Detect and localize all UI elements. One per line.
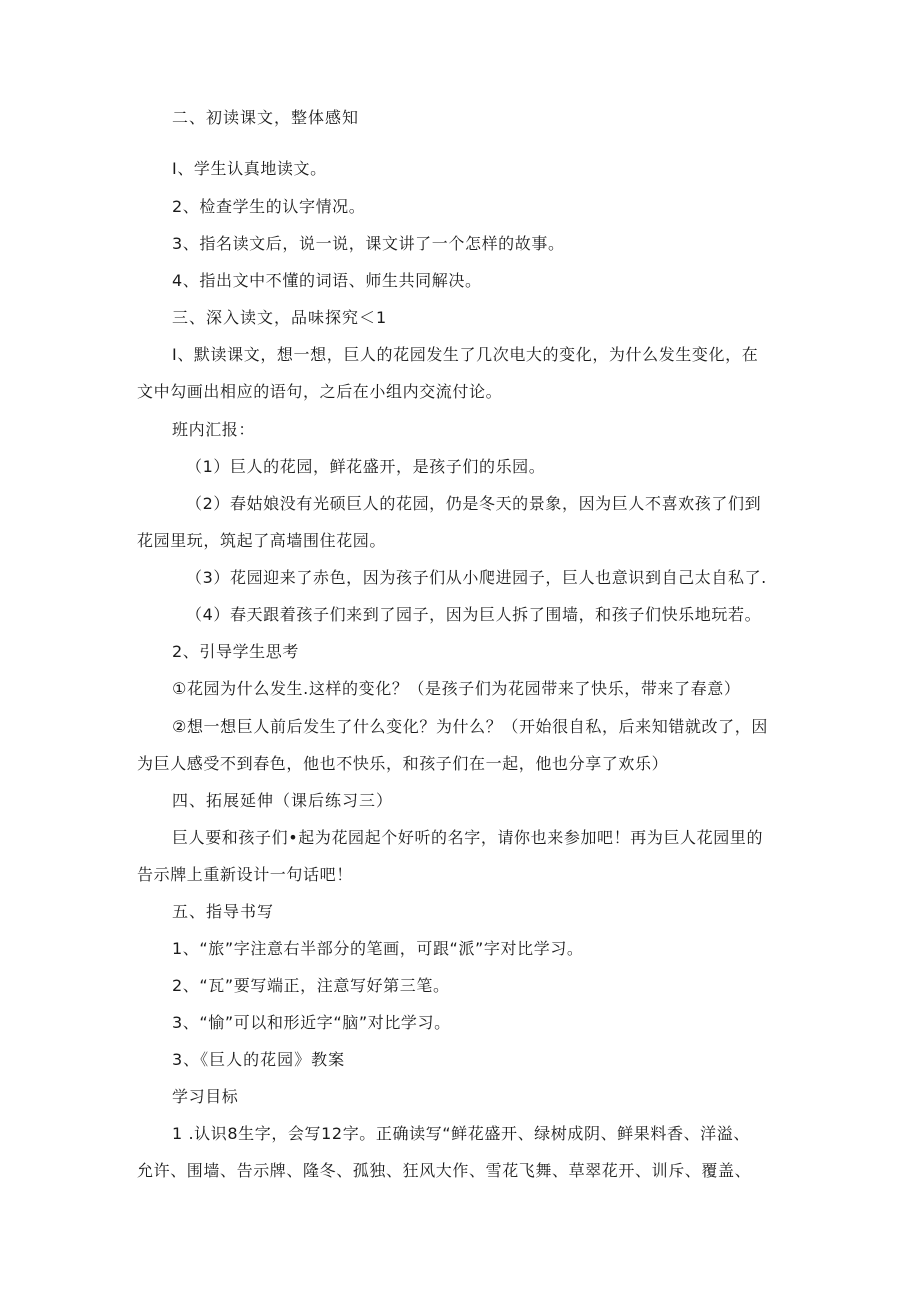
section-heading-first-reading: 二、初读课文，整体感知 — [172, 108, 360, 127]
paragraph-line: 文中勾画出相应的语句，之后在小组内交流付论。 — [137, 382, 503, 401]
paragraph-line: 2、“瓦”要写端正，注意写好第三笔。 — [172, 976, 450, 995]
section-heading-deep-reading: 三、深入读文，品味探究＜1 — [172, 308, 388, 327]
section-heading-writing: 五、指导书写 — [172, 902, 275, 921]
paragraph-line: 班内汇报： — [172, 420, 256, 439]
paragraph-line: 3、指名读文后，说一说，课文讲了一个怎样的故事。 — [172, 234, 565, 253]
paragraph-line: I、学生认真地读文。 — [172, 159, 327, 178]
paragraph-line: 告示牌上重新设计一句话吧！ — [137, 865, 353, 884]
paragraph-line: 允许、围墙、告示牌、隆冬、孤独、狂风大作、雪花飞舞、草翠花开、训斥、覆盖、 — [137, 1161, 752, 1180]
paragraph-line: 学习目标 — [172, 1087, 239, 1106]
paragraph-line: ①花园为什么发生.这样的变化？（是孩子们为花园带来了快乐，带来了春意） — [172, 679, 741, 698]
paragraph-line: 巨人要和孩子们•起为花园起个好听的名字，请你也来参加吧！再为巨人花园里的 — [172, 828, 764, 847]
paragraph-line: 2、引导学生思考 — [172, 642, 299, 661]
paragraph-line: 1 .认识8生字，会写12字。正确读写“鲜花盛开、绿树成阴、鲜果料香、洋溢、 — [172, 1124, 750, 1143]
paragraph-line: 4、指出文中不懂的词语、师生共同解决。 — [172, 271, 482, 290]
paragraph-line: I、默读课文，想一想，巨人的花园发生了几次电大的变化，为什么发生变化，在 — [172, 345, 759, 364]
section-heading-extension: 四、拓展延伸（课后练习三） — [172, 791, 394, 810]
paragraph-line: 为巨人感受不到春色，他也不快乐，和孩子们在一起，他也分享了欢乐） — [137, 754, 669, 773]
paragraph-line: ②想一想巨人前后发生了什么变化？为什么？（开始很自私，后来知错就改了，因 — [172, 717, 768, 736]
paragraph-line: 1、“旅”字注意右半部分的笔画，可跟“派”字对比学习。 — [172, 939, 584, 958]
paragraph-line: 2、检查学生的认字情况。 — [172, 197, 366, 216]
section-heading-lesson-plan: 3、《巨人的花园》教案 — [172, 1050, 346, 1069]
paragraph-line: 花园里玩，筑起了高墙围住花园。 — [137, 531, 387, 550]
paragraph-line: （2）春姑娘没有光硕巨人的花园，仍是冬天的景象，因为巨人不喜欢孩了们到 — [186, 494, 762, 513]
paragraph-line: （1）巨人的花园，鲜花盛开，是孩子们的乐园。 — [186, 457, 546, 476]
paragraph-line: 3、“愉”可以和形近字“脑”对比学习。 — [172, 1013, 451, 1032]
paragraph-line: （3）花园迎来了赤色，因为孩子们从小爬进园子，巨人也意识到自己太自私了. — [186, 568, 767, 587]
paragraph-line: （4）春天跟着孩子们来到了园子，因为巨人拆了围墙，和孩子们快乐地玩若。 — [186, 605, 762, 624]
